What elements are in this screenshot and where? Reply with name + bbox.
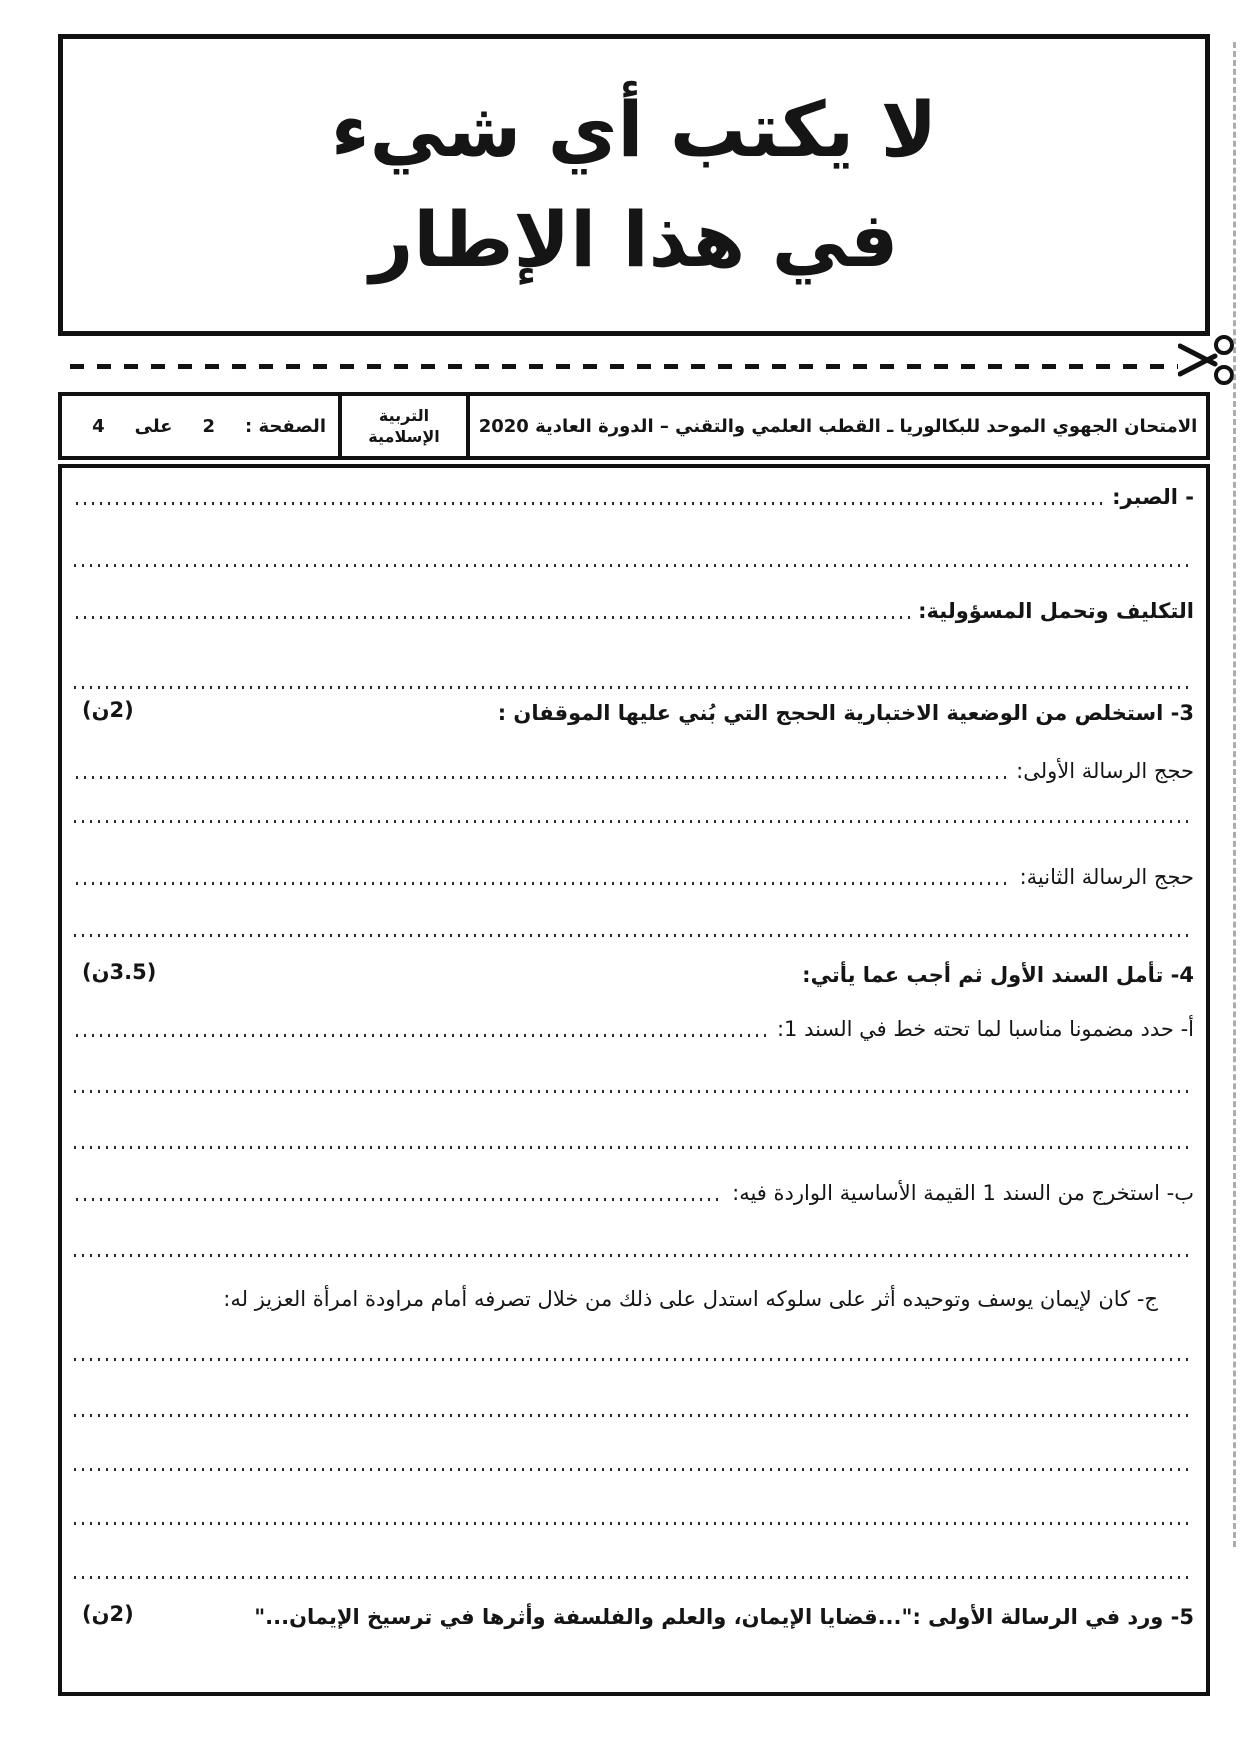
subject-line-2: الإسلامية: [368, 427, 440, 446]
question-3-text: 3- استخلص من الوضعية الاختبارية الحجج التي بُني عليها الموقفان :: [497, 701, 1194, 725]
scissors-icon: [1178, 334, 1236, 386]
answer-dotted-line: [74, 1146, 1192, 1149]
answer-dotted-line: [76, 616, 910, 619]
page-total: 4: [92, 415, 105, 437]
question-5-text: 5- ورد في الرسالة الأولى :"...قضايا الإيمان، والعلم والفلسفة وأثرها في ترسيخ الإيمان...": [254, 1605, 1194, 1629]
answer-dotted-line: [76, 1198, 724, 1201]
answer-dotted-line: [74, 1358, 1192, 1361]
answer-dotted-line: [74, 1254, 1192, 1257]
answer-dotted-line: [74, 1576, 1192, 1579]
question-5-score: (2ن): [82, 1602, 134, 1626]
notice-line-1: لا يكتب أي شيء: [330, 85, 938, 175]
field-hujaj-2: [74, 862, 1194, 892]
do-not-write-frame: [58, 34, 1210, 336]
question-3: [74, 698, 1194, 728]
question-4-text: 4- تأمل السند الأول ثم أجب عما يأتي:: [802, 963, 1194, 987]
answer-dotted-line: [76, 502, 1104, 505]
question-4a-label: أ- حدد مضمونا مناسبا لما تحته خط في السند 1:: [776, 1017, 1194, 1041]
field-hujaj-1-label: حجج الرسالة الأولى:: [1016, 759, 1194, 783]
answer-dotted-line: [74, 934, 1192, 937]
subject-cell: [342, 396, 470, 456]
question-4c-text: ج- كان لإيمان يوسف وتوحيده أثر على سلوكه استدل على ذلك من خلال تصرفه أمام مراودة امرأة العزيز له:: [223, 1287, 1158, 1311]
question-4c: [74, 1284, 1158, 1314]
exam-header-strip: [58, 392, 1210, 460]
answer-dotted-line: [74, 1522, 1192, 1525]
question-4b: [74, 1178, 1194, 1208]
answer-dotted-line: [74, 564, 1192, 567]
question-4a: [74, 1014, 1194, 1044]
cut-dashed-line: [70, 364, 1178, 369]
exam-title-cell: [470, 396, 1206, 456]
field-hujaj-1: [74, 756, 1194, 786]
answer-dotted-line: [76, 776, 1008, 779]
answer-dotted-line: [74, 820, 1192, 823]
page-of-word: على: [134, 415, 173, 437]
question-4: [74, 960, 1194, 990]
page-number: 2: [202, 415, 216, 437]
question-4-score: (3.5ن): [82, 960, 157, 984]
question-3-score: (2ن): [82, 698, 134, 722]
answer-dotted-line: [76, 1034, 769, 1037]
field-hujaj-2-label: حجج الرسالة الثانية:: [1019, 865, 1194, 889]
answer-dotted-line: [74, 1468, 1192, 1471]
field-taklif-label: التكليف وتحمل المسؤولية:: [918, 599, 1194, 623]
page-number-cell: [62, 396, 342, 456]
question-5: [74, 1602, 1194, 1632]
field-sabr: [74, 482, 1194, 512]
answer-dotted-line: [76, 882, 1012, 885]
notice-line-2: في هذا الإطار: [369, 195, 899, 284]
question-4b-label: ب- استخرج من السند 1 القيمة الأساسية الواردة فيه:: [732, 1181, 1194, 1205]
answers-frame: [58, 464, 1210, 1696]
subject-line-1: التربية: [378, 406, 430, 425]
field-taklif: [74, 596, 1194, 626]
answer-dotted-line: [74, 1414, 1192, 1417]
exam-title: الامتحان الجهوي الموحد للبكالوريا ـ القطب العلمي والتقني – الدورة العادية 2020: [478, 415, 1198, 437]
answer-dotted-line: [74, 1090, 1192, 1093]
page-label: الصفحة :: [245, 415, 326, 437]
answer-dotted-line: [74, 686, 1192, 689]
page-margin-binding-marks: [1233, 42, 1236, 1547]
field-sabr-label: - الصبر:: [1112, 485, 1194, 509]
